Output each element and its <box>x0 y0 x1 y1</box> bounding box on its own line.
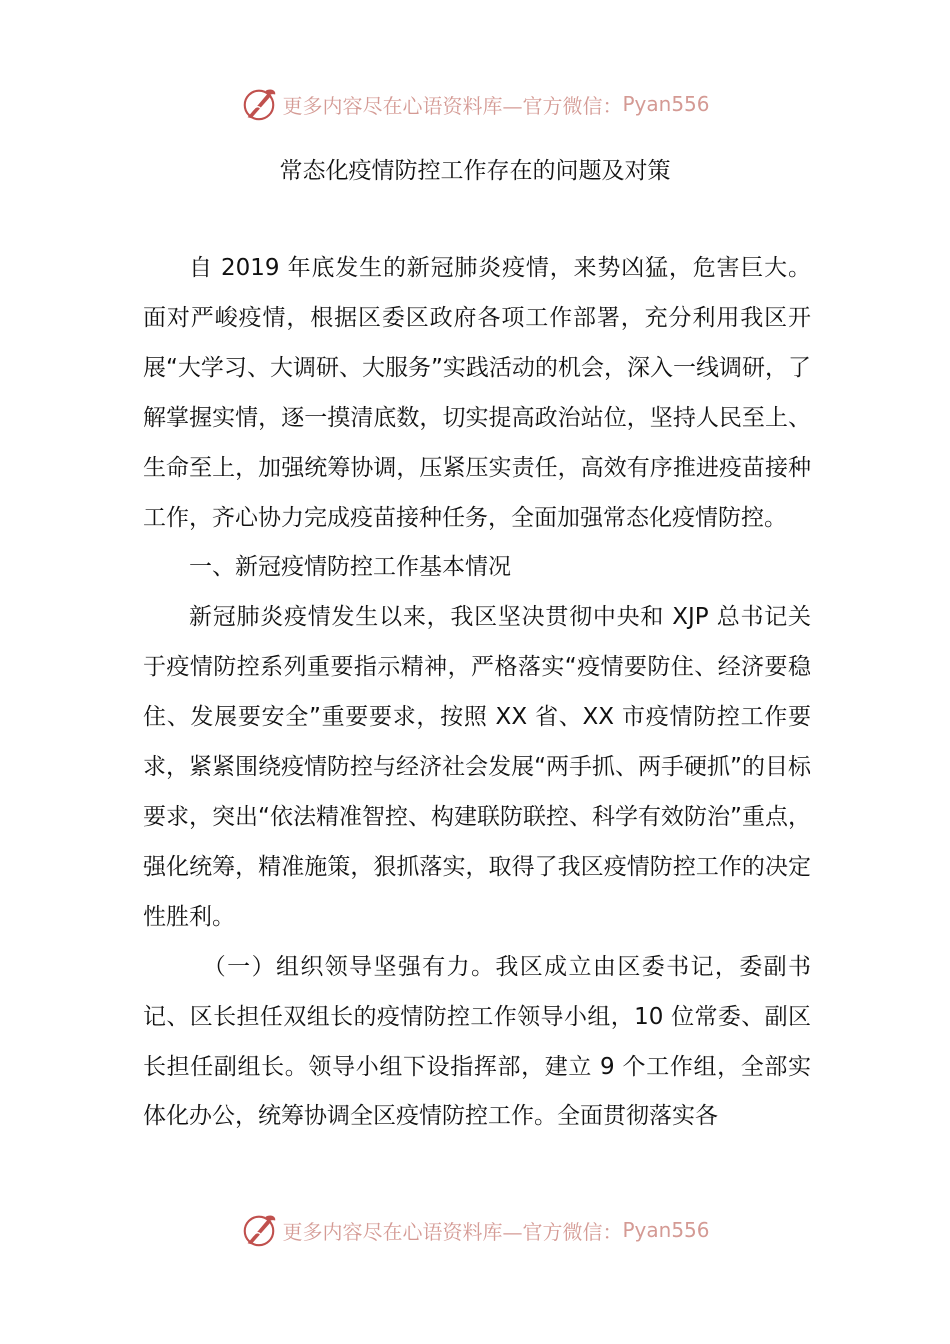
section-heading-1: 一、新冠疫情防控工作基本情况 <box>189 554 511 581</box>
quill-logo-icon <box>240 1211 278 1249</box>
document-title: 常态化疫情防控工作存在的问题及对策 <box>279 158 671 184</box>
watermark-banner-bottom <box>0 1208 950 1252</box>
watermark-banner-top <box>0 82 950 126</box>
paragraph-situation: 新冠肺炎疫情发生以来，我区坚决贯彻中央和 XJP 总书记关于疫情防控系列重要指示精神，严格落实“疫情要防住、经济要稳住、发展要安全”重要要求，按照 XX 省、XX 市疫情防控工作要求，紧紧围绕疫情防控与经济社会发展“两手抓、两手硬抓”的目标要求，突出“依法精准智控、构建联防联控、科学有效防治”重点，强化统筹，精准施策，狠抓落实，取得了我区疫情防控工作的决定性胜利。 <box>143 604 811 930</box>
watermark-wechat-id: Pyan556 <box>622 1218 710 1242</box>
quill-logo-icon <box>240 85 278 123</box>
watermark-text: 更多内容尽在心语资料库—官方微信： <box>282 1219 623 1244</box>
watermark-text: 更多内容尽在心语资料库—官方微信： <box>282 93 623 118</box>
watermark-wechat-id: Pyan556 <box>622 92 710 116</box>
paragraph-intro: 自 2019 年底发生的新冠肺炎疫情，来势凶猛，危害巨大。面对严峻疫情，根据区委区政府各项工作部署，充分利用我区开展“大学习、大调研、大服务”实践活动的机会，深入一线调研，了解掌握实情，逐一摸清底数，切实提高政治站位，坚持人民至上、生命至上，加强统筹协调，压紧压实责任，高效有序推进疫苗接种工作，齐心协力完成疫苗接种任务，全面加强常态化疫情防控。 <box>143 255 811 531</box>
document-body <box>143 244 811 1142</box>
paragraph-subsection-1: （一）组织领导坚强有力。我区成立由区委书记，委副书记、区长担任双组长的疫情防控工作领导小组，10 位常委、副区长担任副组长。领导小组下设指挥部，建立 9 个工作组，全部实体化办公，统筹协调全区疫情防控工作。全面贯彻落实各 <box>143 953 811 1130</box>
